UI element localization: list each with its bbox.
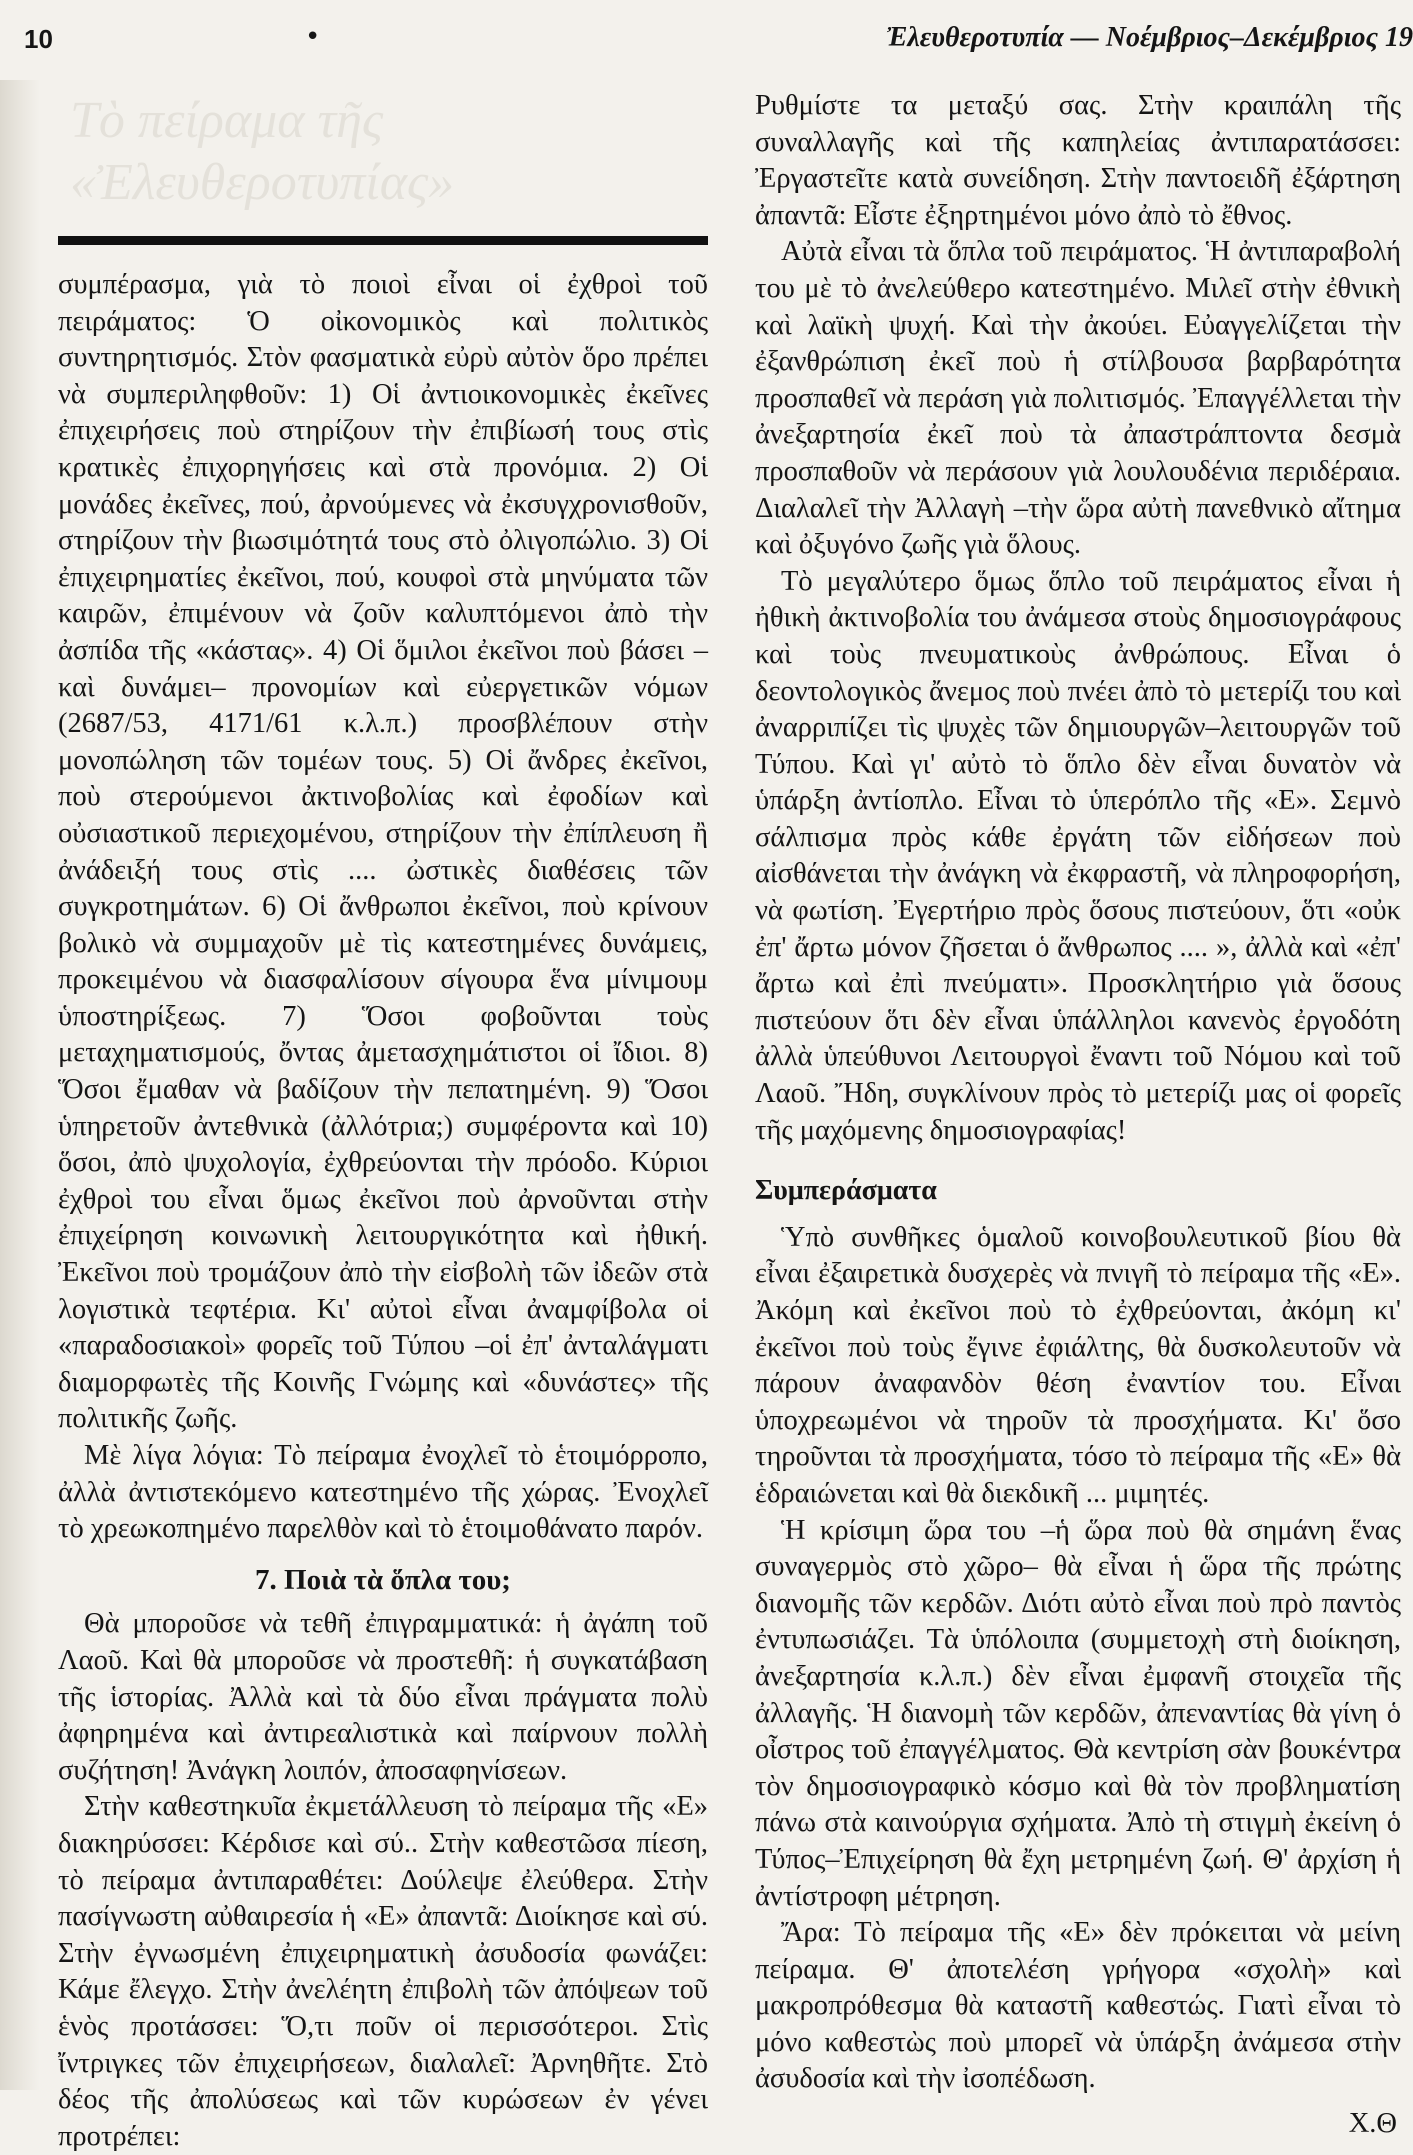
binding-edge (0, 80, 40, 2090)
left-paragraph-3: Θὰ μποροῦσε νὰ τεθῆ ἐπιγραμματικά: ἡ ἀγάπη τοῦ Λαοῦ. Καὶ θὰ μποροῦσε νὰ προστεθῆ: ἡ συγκατάβαση τῆς ἱστορίας. Ἀλλὰ καὶ τὰ δύο εἶναι πράγματα πολὺ ἀφηρημένα καὶ ἀντιρεαλιστικὰ καὶ παίρνουν πολλὴ συζήτηση! Ἀνάγκη λοιπόν, ἀποσαφηνίσεων. (58, 1608, 708, 1786)
right-paragraph-4: Ὑπὸ συνθῆκες ὁμαλοῦ κοινοβουλευτικοῦ βίου θὰ εἶναι ἐξαιρετικὰ δυσχερὲς νὰ πνιγῆ τὸ πείραμα τῆς «Ε». Ἀκόμη καὶ ἐκεῖνοι ποὺ τὸ ἐχθρεύονται, ἀκόμη κι' ἐκεῖνοι ποὺ τοὺς ἔγινε ἐφιάλτης, θὰ δυσκολευτοῦν νὰ πάρουν ἀναφανδὸν θέση ἐναντίον του. Εἶναι ὑποχρεωμένοι νὰ τηροῦν τὰ προσχήματα. Κι' ὅσο τηροῦνται τὰ προσχήματα, τόσο τὸ πείραμα τῆς «Ε» θὰ ἑδραιώνεται καὶ θὰ διεκδικῆ ... μιμητές. (755, 1221, 1401, 1509)
faded-title: Τὸ πείραμα τῆς «Ἐλευθεροτυπίας» (70, 92, 455, 211)
right-paragraph-2: Αὐτὰ εἶναι τὰ ὅπλα τοῦ πειράματος. Ἡ ἀντιπαραβολή του μὲ τὸ ἀνελεύθερο κατεστημένο. Μιλεῖ στὴν ἐθνικὴ καὶ λαϊκὴ ψυχή. Καὶ τὴν ἀκούει. Εὐαγγελίζεται τὴν ἐξανθρώπιση ἐκεῖ ποὺ ἡ στίλβουσα βαρβαρότητα προσπαθεῖ νὰ περάση γιὰ πολιτισμός. Ἐπαγγέλλεται τὴν ἀνεξαρτησία ἐκεῖ ποὺ τὰ ἀπαστράπτοντα δεσμὰ προσπαθοῦν νὰ περάσουν γιὰ λουλουδένια περιδέραια. Διαλαλεῖ τὴν Ἀλλαγὴ –τὴν ὥρα αὐτὴ πανεθνικὸ αἴτημα καὶ ὀξυγόνο ζωῆς γιὰ ὅλους. (755, 236, 1401, 561)
left-column (58, 267, 708, 2155)
title-rule (58, 236, 708, 245)
left-paragraph-4: Στὴν καθεστηκυῖα ἐκμετάλλευση τὸ πείραμα τῆς «Ε» διακηρύσσει: Κέρδισε καὶ σύ.. Στὴν καθεστῶσα πίεση, τὸ πείραμα ἀντιπαραθέτει: Δούλεψε ἐλεύθερα. Στὴν πασίγνωστη αὐθαιρεσία ἡ «Ε» ἀπαντᾶ: Διοίκησε καὶ σύ. Στὴν ἐγνωσμένη ἐπιχειρηματικὴ ἀσυδοσία φωνάζει: Κάμε ἔλεγχο. Στὴν ἀνελέητη ἐπιβολὴ τῶν ἀπόψεων τοῦ ἑνὸς προτάσσει: Ὅ,τι ποῦν οἱ περισσότεροι. Στὶς ἴντριγκες τῶν ἐπιχειρήσεων, διαλαλεῖ: Ἀρνηθῆτε. Στὸ δέος τῆς ἀπολύσεως καὶ τῶν κυρώσεων ἐν γένει προτρέπει: (58, 1791, 708, 2152)
right-column (755, 88, 1401, 2143)
right-paragraph-6: Ἄρα: Τὸ πείραμα τῆς «Ε» δὲν πρόκειται νὰ μείνη πείραμα. Θ' ἀποτελέση γρήγορα «σχολὴ» καὶ μακροπρόθεσμα θὰ καταστῆ καθεστώς. Γιατὶ εἶναι τὸ μόνο καθεστὼς ποὺ μπορεῖ νὰ ὑπάρξη ἀνάμεσα στὴν ἀσυδοσία καὶ τὴν ἰσοπέδωση. (755, 1917, 1401, 2095)
right-paragraph-3: Τὸ μεγαλύτερο ὅμως ὅπλο τοῦ πειράματος εἶναι ἡ ἠθικὴ ἀκτινοβολία του ἀνάμεσα στοὺς δημοσιογράφους καὶ τοὺς πνευματικοὺς ἀνθρώπους. Εἶναι ὁ δεοντολογικὸς ἄνεμος ποὺ πνέει ἀπὸ τὸ μετερίζι του καὶ ἀναρριπίζει τὶς ψυχὲς τῶν δημιουργῶν–λειτουργῶν τοῦ Τύπου. Καὶ γι' αὐτὸ τὸ ὅπλο δὲν εἶναι δυνατὸν νὰ ὑπάρξη ἀντίοπλο. Εἶναι τὸ ὑπερόπλο τῆς «Ε». Σεμνὸ σάλπισμα πρὸς κάθε ἐργάτη τῶν εἰδήσεων ποὺ αἰσθάνεται τὴν ἀνάγκη νὰ ἐκφραστῆ, νὰ πληροφορήση, νὰ φωτίση. Ἐγερτήριο πρὸς ὅσους πιστεύουν, ὅτι «οὐκ ἐπ' ἄρτω μόνον ζῆσεται ὁ ἄνθρωπος .... », ἀλλὰ καὶ «ἐπ' ἄρτω καὶ ἐπὶ πνεύματι». Προσκλητήριο γιὰ ὅσους πιστεύουν ὅτι δὲν εἶναι ὑπάλληλοι κανενὸς ἐργοδότη ἀλλὰ ὑπεύθυνοι Λειτουργοὶ ἔναντι τοῦ Νόμου καὶ τοῦ Λαοῦ. Ἤδη, συγκλίνουν πρὸς τὸ μετερίζι μας οἱ φορεῖς τῆς μαχόμενης δημοσιογραφίας! (755, 565, 1401, 1146)
author-signature: Χ.Θ (1348, 2108, 1397, 2140)
left-paragraph-1: συμπέρασμα, γιὰ τὸ ποιοὶ εἶναι οἱ ἐχθροὶ τοῦ πειράματος: Ὁ οἰκονομικὸς καὶ πολιτικὸς συντηρητισμός. Στὸν φασματικὰ εὐρὺ αὐτὸν ὅρο πρέπει νὰ συμπεριληφθοῦν: 1) Οἱ ἀντιοικονομικὲς ἐκεῖνες ἐπιχειρήσεις ποὺ στηρίζουν τὴν ἐπιβίωσή τους στὶς κρατικὲς ἐπιχορηγήσεις καὶ στὰ προνόμια. 2) Οἱ μονάδες ἐκεῖνες, πού, ἀρνούμενες νὰ ἐκσυγχρονισθοῦν, στηρίζουν τὴν βιωσιμότητά τους στὸ ὀλιγοπώλιο. 3) Οἱ ἐπιχειρηματίες ἐκεῖνοι, πού, κουφοὶ στὰ μηνύματα τῶν καιρῶν, ἐπιμένουν νὰ ζοῦν καλυπτόμενοι ἀπὸ τὴν ἀσπίδα τῆς «κάστας». 4) Οἱ ὅμιλοι ἐκεῖνοι ποὺ βάσει –καὶ δυνάμει– προνομίων καὶ εὐεργετικῶν νόμων (2687/53, 4171/61 κ.λ.π.) προσβλέπουν στὴν μονοπώληση τῶν τομέων τους. 5) Οἱ ἄνδρες ἐκεῖνοι, ποὺ στερούμενοι ἀκτινοβολίας καὶ ἐφοδίων καὶ οὐσιαστικοῦ περιεχομένου, στηρίζουν τὴν ἐπίπλευση ἢ ἀνάδειξή τους στὶς .... ὠστικὲς διαθέσεις τῶν συγκροτημάτων. 6) Οἱ ἄνθρωποι ἐκεῖνοι, ποὺ κρίνουν βολικὸ νὰ συμμαχοῦν μὲ τὶς κατεστημένες δυνάμεις, προκειμένου νὰ διασφαλίσουν σίγουρα ἕνα μίνιμουμ ὑποστηρίξεως. 7) Ὅσοι φοβοῦνται τοὺς μεταχηματισμούς, ὄντας ἀμετασχημάτιστοι οἱ ἴδιοι. 8) Ὅσοι ἔμαθαν νὰ βαδίζουν τὴν πεπατημένη. 9) Ὅσοι ὑπηρετοῦν ἀντεθνικὰ (ἀλλότρια;) συμφέροντα καὶ 10) ὅσοι, ἀπὸ ψυχολογία, ἐχθρεύονται τὴν πρόοδο. Κύριοι ἐχθροὶ του εἶναι ὅμως ἐκεῖνοι ποὺ ἀρνοῦνται στὴν ἐπιχείρηση κοινωνικὴ λειτουργικότητα καὶ ἠθική. Ἐκεῖνοι ποὺ τρομάζουν ἀπὸ τὴν εἰσβολὴ τῶν ἰδεῶν στὰ λογιστικὰ τεφτέρια. Κι' αὐτοὶ εἶναι ἀναμφίβολα οἱ «παραδοσιακοὶ» φορεῖς τοῦ Τύπου –οἱ ἐπ' ἀνταλάγματι διαμορφωτὲς τῆς Κοινῆς Γνώμης καὶ «δυνάστες» τῆς πολιτικῆς ζωῆς. (58, 269, 708, 1435)
left-paragraph-2: Μὲ λίγα λόγια: Τὸ πείραμα ἐνοχλεῖ τὸ ἑτοιμόρροπο, ἀλλὰ ἀντιστεκόμενο κατεστημένο τῆς χώρας. Ἐνοχλεῖ τὸ χρεωκοπημένο παρελθὸν καὶ τὸ ἑτοιμοθάνατο παρόν. (58, 1440, 708, 1545)
right-paragraph-1: Ρυθμίστε τα μεταξύ σας. Στὴν κραιπάλη τῆς συναλλαγῆς καὶ τῆς καπηλείας ἀντιπαρατάσσει: Ἐργαστεῖτε κατὰ συνείδηση. Στὴν παντοειδῆ ἐξάρτηση ἀπαντᾶ: Εἶστε ἐξηρτημένοι μόνο ἀπὸ τὸ ἔθνος. (755, 90, 1401, 231)
page-number: 10 (24, 24, 53, 54)
right-paragraph-5: Ἡ κρίσιμη ὥρα του –ἡ ὥρα ποὺ θὰ σημάνη ἕνας συναγερμὸς στὸ χῶρο– θὰ εἶναι ἡ ὥρα τῆς πρώτης διανομῆς τῶν κερδῶν. Διότι αὐτὸ εἶναι ποὺ πρὸ παντὸς ἐντυπωσιάζει. Τὰ ὑπόλοιπα (συμμετοχὴ στὴ διοίκηση, ἀνεξαρτησία κ.λ.π.) δὲν εἶναι ἐμφανῆ στοιχεῖα τῆς ἀλλαγῆς. Ἡ διανομὴ τῶν κερδῶν, ἀπεναντίας θὰ γίνη ὁ οἶστρος τοῦ ἐπαγγέλματος. Θὰ κεντρίση σὰν βουκέντρα τὸν δημοσιογραφικὸ κόσμο καὶ θὰ τὸν προβληματίση πάνω στὰ καινούργια σχήματα. Ἀπὸ τὴ στιγμὴ ἐκείνη ὁ Τύπος–Ἐπιχείρηση θὰ ἔχη μετρημένη ζωή. Θ' ἀρχίση ἡ ἀντίστροφη μέτρηση. (755, 1514, 1401, 1912)
header-bullet: • (305, 22, 321, 52)
running-head: Ἐλευθεροτυπία — Νοέμβριος–Δεκέμβριος 19 (885, 22, 1413, 53)
section-heading-conclusions: Συμπεράσματα (755, 1175, 937, 1207)
section-heading-weapons: 7. Ποιὰ τὰ ὅπλα του; (255, 1563, 511, 1596)
